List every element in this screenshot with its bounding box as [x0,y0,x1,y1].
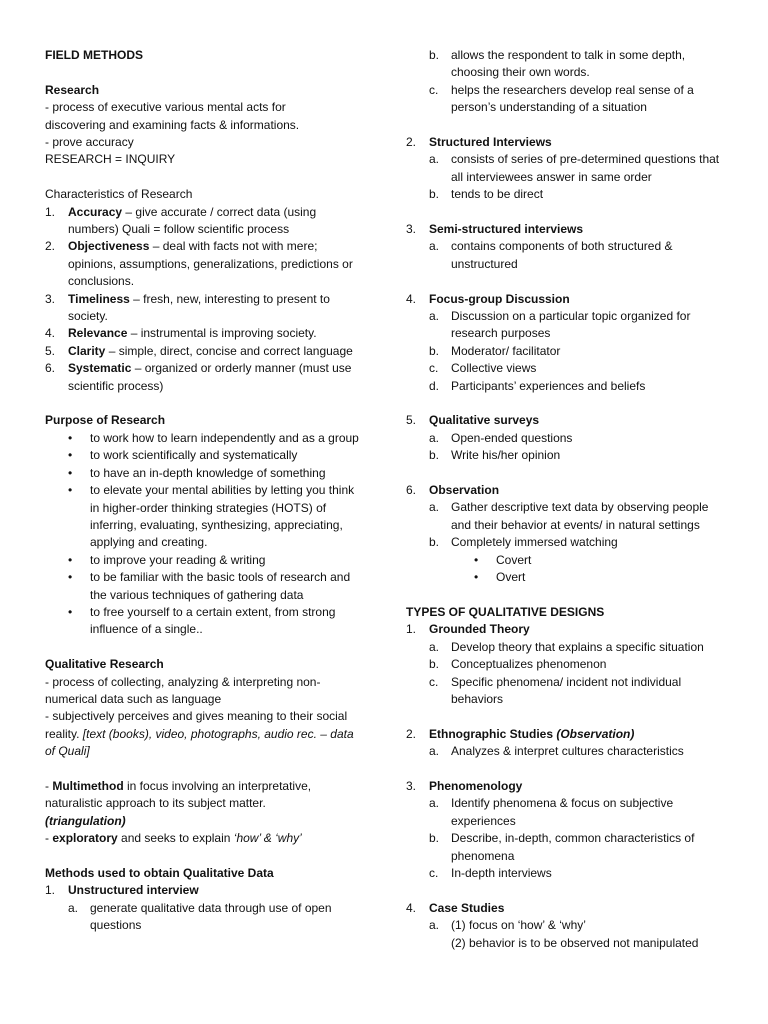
bullet-icon [68,552,90,569]
bullet-icon [68,465,90,482]
sub-list-item: a. Discussion on a particular topic organized for research purposes [429,309,691,341]
characteristics-heading: Characteristics of Research [45,187,193,202]
list-item: 4. Case Studies [406,900,505,915]
list-item: 4. Relevance – instrumental is improving society. [45,326,317,341]
sub-sub-list-item: • Covert [406,552,726,569]
list-item: 6. Systematic – organized or orderly manner (must use scientific process) [45,361,352,393]
list-item: 1. Unstructured interview [45,883,199,898]
sub-list-item: b. tends to be direct [429,187,544,202]
list-item: 2. Structured Interviews [406,135,552,150]
sub-list-item: a. Develop theory that explains a specific situation [429,639,704,654]
sub-list-item: a. (1) focus on ‘how’ & ‘why’ [429,918,586,933]
purpose-list [45,430,365,639]
list-item: • to free yourself to a certain extent, from strong influence of a single.. [45,604,365,639]
sub-list-item: a. Analyzes & interpret cultures characteristics [429,744,684,759]
sub-list-item: b. allows the respondent to talk in some depth, choosing their own words. [429,48,686,80]
sub-list-item: a. Open-ended questions [429,430,573,445]
designs-heading: TYPES OF QUALITATIVE DESIGNS [406,604,605,619]
multimethod-text: - Multimethod in focus involving an interpretative, naturalistic approach to its subject matter. [45,778,312,811]
list-item: 5. Clarity – simple, direct, concise and correct language [45,343,353,358]
bullet-icon [474,569,496,586]
research-heading: Research [45,82,100,97]
list-item: 1. Grounded Theory [406,622,530,637]
list-item: • to improve your reading & writing [45,552,365,569]
bullet-icon [474,552,496,569]
list-item: 4. Focus-group Discussion [406,291,570,306]
list-item: 2. Ethnographic Studies (Observation) [406,726,635,741]
methods-heading: Methods used to obtain Qualitative Data [45,866,274,880]
sub-list-item: b. Conceptualizes phenomenon [429,657,607,672]
research-definition: - process of executive various mental acts for discovering and examining facts & informations. - prove accuracy RESEARCH = INQUIRY [45,100,300,167]
list-item: 1. Accuracy – give accurate / correct data (using numbers) Quali = follow scientific process [45,204,317,237]
sub-list-item: b. Moderator/ facilitator [429,343,561,358]
bullet-icon [68,430,90,447]
list-item: • to have an in-depth knowledge of something [45,465,365,482]
qualitative-line-2: - subjectively perceives and gives meaning to their social reality. [text (books), video, photographs, audio rec. – data of Quali] [45,709,354,759]
sub-list-item: (2) behavior is to be observed not manipulated [451,935,699,950]
list-item: • to be familiar with the basic tools of research and the various techniques of gathering data [45,569,365,604]
sub-list-item: c. In-depth interviews [429,865,552,880]
sub-list-item: a. Gather descriptive text data by observing people and their behavior at events/ in natural settings [429,500,709,532]
sub-list-item: c. Specific phenomena/ incident not individual behaviors [429,674,682,706]
list-item: • to elevate your mental abilities by letting you think in higher-order thinking strategies (HOTS) of inferring, evaluating, synthesizing, appreciating, applying and creating. [45,482,365,552]
list-item: • to work how to learn independently and as a group [45,430,365,447]
purpose-heading: Purpose of Research [45,413,166,428]
qualitative-heading: Qualitative Research [45,657,164,672]
sub-list-item: c. Collective views [429,361,537,376]
sub-list-item: a. generate qualitative data through use of open questions [68,900,332,933]
sub-list-item: a. consists of series of pre-determined questions that all interviewees answer in same order [429,152,720,184]
list-item: 3. Semi-structured interviews [406,222,584,237]
sub-list-item: b. Write his/her opinion [429,448,561,463]
triangulation-text: (triangulation) [45,813,126,828]
right-column [406,47,726,952]
sub-list-item: a. Identify phenomena & focus on subjective experiences [429,796,674,828]
sub-list-item: c. helps the researchers develop real sense of a person’s understanding of a situation [429,82,694,115]
bullet-icon [68,447,90,464]
qualitative-line-1: - process of collecting, analyzing & interpreting non-numerical data such as language [45,674,321,706]
left-column [45,47,365,935]
bullet-icon [68,604,90,639]
list-item: 6. Observation [406,483,500,498]
bullet-icon [68,482,90,552]
document-title: FIELD METHODS [45,48,143,62]
sub-list-item: d. Participants’ experiences and beliefs [429,378,646,393]
characteristics-list [45,204,365,395]
exploratory-text: - exploratory and seeks to explain ‘how’ & ‘why’ [45,831,302,846]
sub-list-item: b. Describe, in-depth, common characteristics of phenomena [429,831,695,863]
list-item: 3. Phenomenology [406,778,523,793]
list-item: 3. Timeliness – fresh, new, interesting to present to society. [45,291,330,324]
list-item: • to work scientifically and systematically [45,447,365,464]
sub-sub-list-item: • Overt [406,569,726,586]
sub-list-item: a. contains components of both structured & unstructured [429,239,673,271]
list-item: 2. Objectiveness – deal with facts not with mere; opinions, assumptions, generalizations, predictions or conclusions. [45,239,353,289]
list-item: 5. Qualitative surveys [406,413,540,428]
bullet-icon [68,569,90,604]
sub-list-item: b. Completely immersed watching [429,535,618,550]
